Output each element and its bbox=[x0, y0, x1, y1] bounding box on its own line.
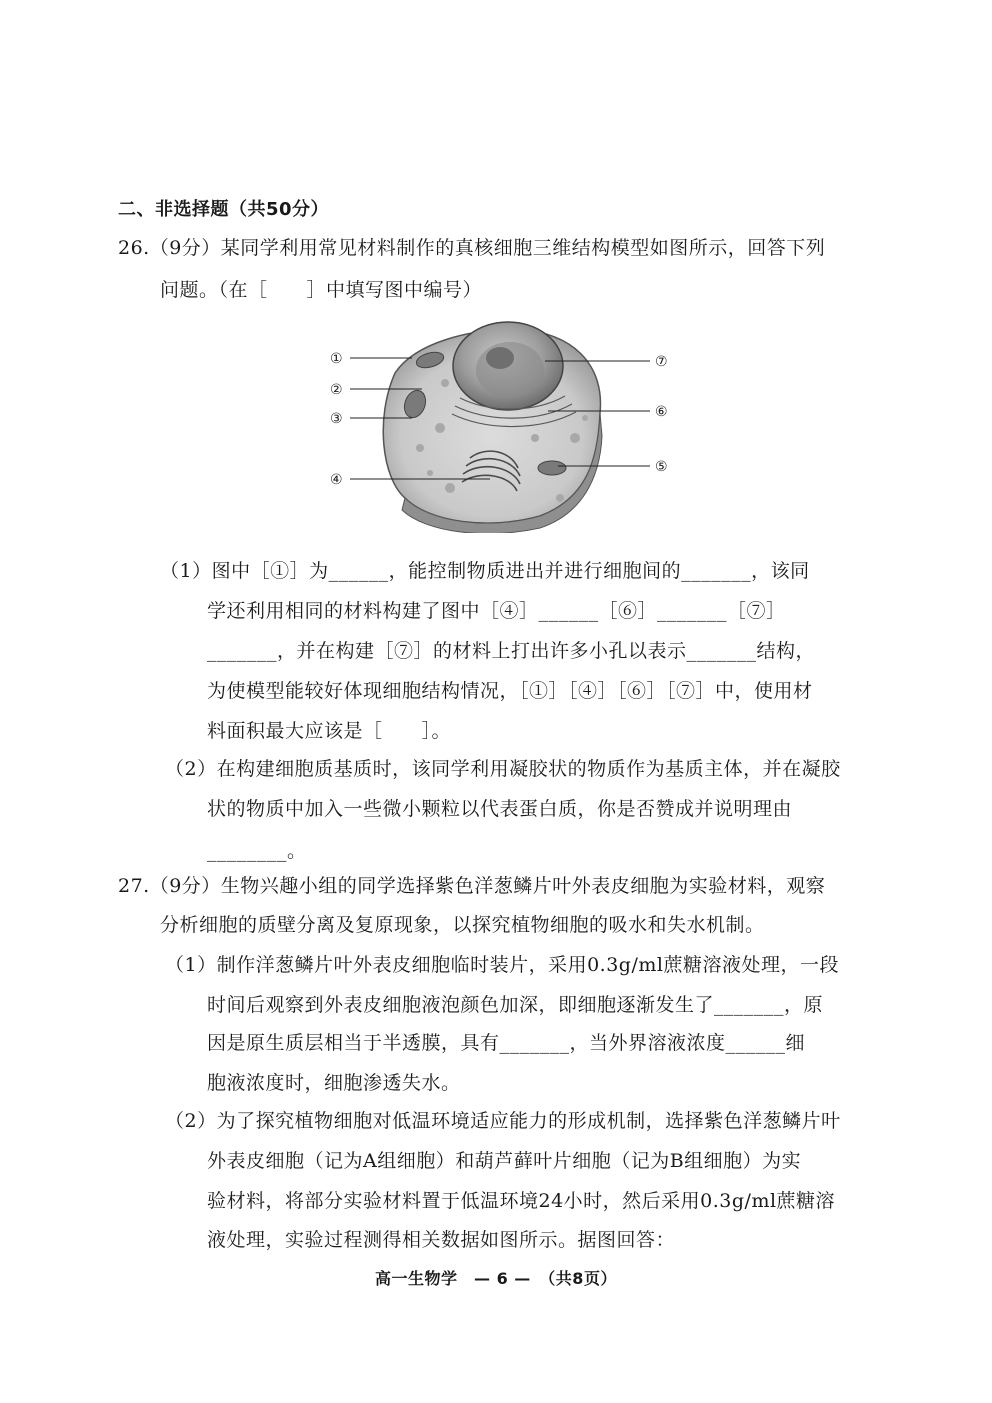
q26-line2: 问题。（在［ ］中填写图中编号） bbox=[160, 279, 483, 301]
q27-sub1-line: （1）制作洋葱鳞片叶外表皮细胞临时装片，采用0.3g/ml蔗糖溶液处理，一段 bbox=[165, 954, 839, 976]
label-7: ⑦ bbox=[655, 354, 668, 370]
q27-sub2-line: 液处理，实验过程测得相关数据如图所示。据图回答： bbox=[207, 1229, 676, 1251]
q26-sub1-line: _______，并在构建［⑦］的材料上打出许多小孔以表示_______结构， bbox=[207, 640, 816, 662]
q27-sub1-line: 胞液浓度时，细胞渗透失水。 bbox=[207, 1072, 461, 1094]
label-3: ③ bbox=[330, 411, 343, 427]
label-6: ⑥ bbox=[655, 404, 668, 420]
section-title: 二、非选择题（共50分） bbox=[118, 199, 330, 220]
label-4: ④ bbox=[330, 472, 343, 488]
label-2: ② bbox=[330, 382, 343, 398]
q26-sub1-line: 为使模型能较好体现细胞结构情况，［①］［④］［⑥］［⑦］中，使用材 bbox=[207, 680, 813, 702]
q27-sub1-line: 因是原生质层相当于半透膜，具有_______，当外界溶液浓度______细 bbox=[207, 1032, 806, 1054]
q27-sub2-line: 外表皮细胞（记为A组细胞）和葫芦藓叶片细胞（记为B组细胞）为实 bbox=[207, 1150, 802, 1172]
q27-sub1-line: 时间后观察到外表皮细胞液泡颜色加深，即细胞逐渐发生了_______，原 bbox=[207, 994, 824, 1016]
nucleus-shape bbox=[453, 322, 563, 410]
q26-line1: 26.（9分）某同学利用常见材料制作的真核细胞三维结构模型如图所示，回答下列 bbox=[118, 237, 826, 259]
label-1: ① bbox=[330, 351, 343, 367]
page-footer: 高一生物学 — 6 — （共8页） bbox=[375, 1269, 617, 1288]
q26-sub1-line: （1）图中［①］为______，能控制物质进出并进行细胞间的_______，该同 bbox=[160, 560, 810, 582]
label-5: ⑤ bbox=[655, 459, 668, 475]
q26-sub2-line: ________。 bbox=[207, 840, 307, 862]
q27-sub2-line: （2）为了探究植物细胞对低温环境适应能力的形成机制，选择紫色洋葱鳞片叶 bbox=[165, 1110, 841, 1132]
q26-sub1-line: 学还利用相同的材料构建了图中［④］______［⑥］_______［⑦］ bbox=[207, 600, 786, 622]
q26-sub1-line: 料面积最大应该是［ ］。 bbox=[207, 720, 452, 742]
q27-sub2-line: 验材料，将部分实验材料置于低温环境24小时，然后采用0.3g/ml蔗糖溶 bbox=[207, 1190, 836, 1212]
q27-line2: 分析细胞的质壁分离及复原现象，以探究植物细胞的吸水和失水机制。 bbox=[160, 914, 765, 936]
q26-sub2-line: （2）在构建细胞质基质时，该同学利用凝胶状的物质作为基质主体，并在凝胶 bbox=[165, 758, 841, 780]
cell-model-figure bbox=[320, 318, 680, 533]
q27-line1: 27.（9分）生物兴趣小组的同学选择紫色洋葱鳞片叶外表皮细胞为实验材料，观察 bbox=[118, 875, 826, 897]
q26-sub2-line: 状的物质中加入一些微小颗粒以代表蛋白质，你是否赞成并说明理由 bbox=[207, 798, 793, 820]
